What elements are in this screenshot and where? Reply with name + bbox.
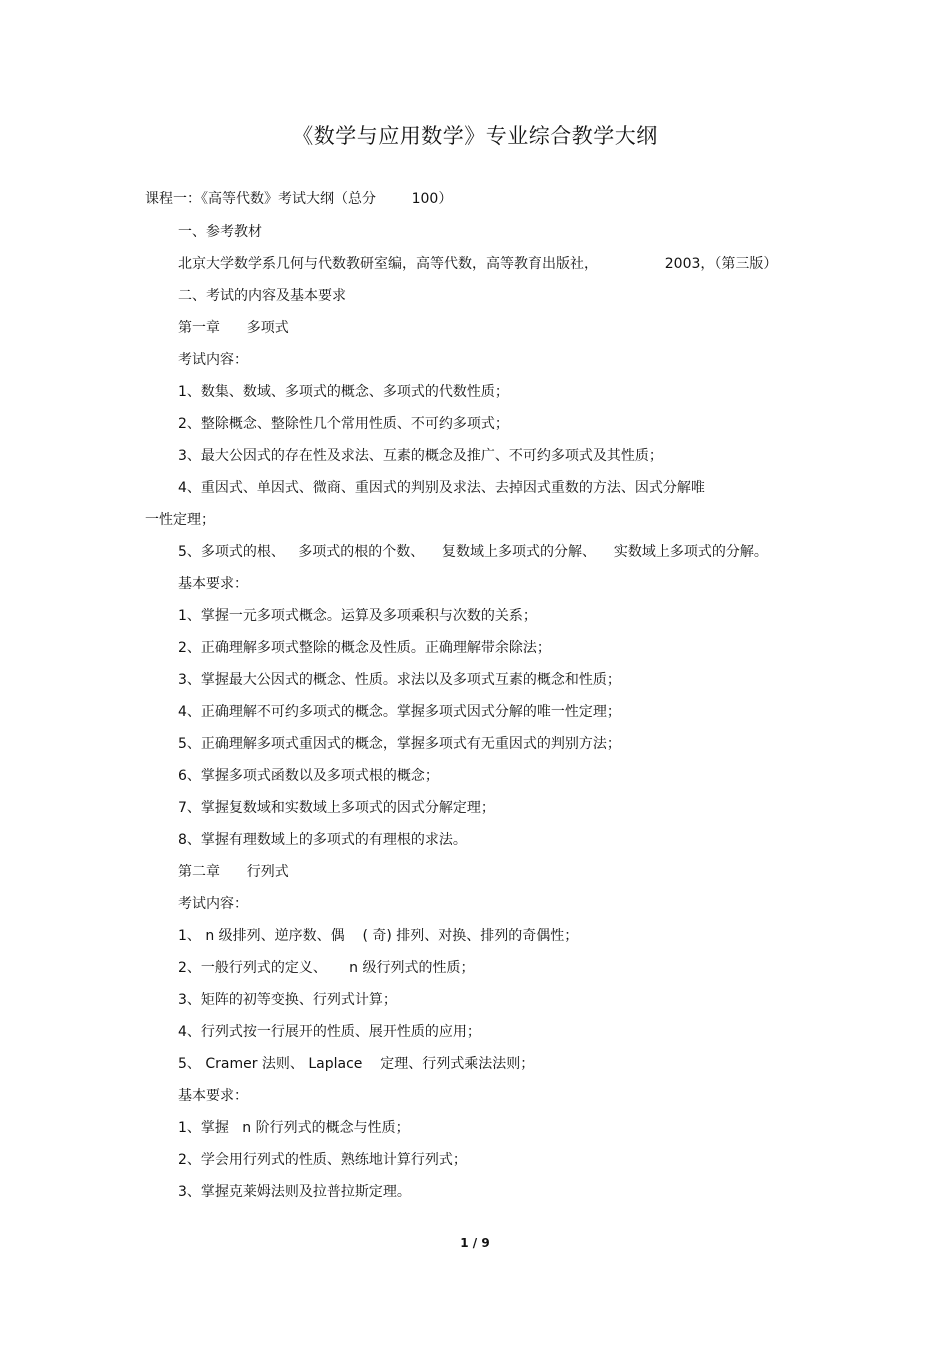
- list-item: 5、正确理解多项式重因式的概念，掌握多项式有无重因式的判别方法；: [178, 736, 621, 752]
- list-item: 4、正确理解不可约多项式的概念。掌握多项式因式分解的唯一性定理；: [178, 704, 621, 720]
- list-item: 5、 Cramer 法则、 Laplace 定理、行列式乘法法则；: [178, 1056, 535, 1072]
- list-item: 1、 n 级排列、逆序数、偶 ( 奇) 排列、对换、排列的奇偶性；: [178, 928, 579, 944]
- chapter-heading: 第二章 行列式: [178, 864, 289, 880]
- chapter-heading: 第一章 多项式: [178, 320, 289, 336]
- list-item-continued: 一性定理；: [145, 512, 215, 528]
- list-item: 2、学会用行列式的性质、熟练地计算行列式；: [178, 1152, 467, 1168]
- list-item: 8、掌握有理数域上的多项式的有理根的求法。: [178, 832, 467, 848]
- course-heading: 课程一：《高等代数》考试大纲（总分 100）: [145, 191, 453, 207]
- subsection-label: 考试内容：: [178, 896, 248, 912]
- document-title: 《数学与应用数学》专业综合教学大纲: [292, 124, 658, 148]
- subsection-label: 基本要求：: [178, 1088, 248, 1104]
- page-number: 1 / 9: [460, 1236, 490, 1250]
- list-item: 1、掌握一元多项式概念。运算及多项乘积与次数的关系；: [178, 608, 537, 624]
- list-item: 2、整除概念、整除性几个常用性质、不可约多项式；: [178, 416, 509, 432]
- list-item: 4、行列式按一行展开的性质、展开性质的应用；: [178, 1024, 481, 1040]
- list-item: 3、掌握最大公因式的概念、性质。求法以及多项式互素的概念和性质；: [178, 672, 621, 688]
- list-item: 7、掌握复数域和实数域上多项式的因式分解定理；: [178, 800, 495, 816]
- list-item: 1、数集、数域、多项式的概念、多项式的代数性质；: [178, 384, 509, 400]
- section-heading: 一、参考教材: [178, 224, 262, 240]
- subsection-label: 考试内容：: [178, 352, 248, 368]
- list-item: 3、最大公因式的存在性及求法、互素的概念及推广、不可约多项式及其性质；: [178, 448, 663, 464]
- list-item: 3、掌握克莱姆法则及拉普拉斯定理。: [178, 1184, 411, 1200]
- list-item: 2、一般行列式的定义、 n 级行列式的性质；: [178, 960, 475, 976]
- list-item: 5、多项式的根、 多项式的根的个数、 复数域上多项式的分解、 实数域上多项式的分解。: [178, 544, 768, 560]
- list-item: 2、正确理解多项式整除的概念及性质。正确理解带余除法；: [178, 640, 551, 656]
- list-item: 6、掌握多项式函数以及多项式根的概念；: [178, 768, 439, 784]
- list-item: 4、重因式、单因式、微商、重因式的判别及求法、去掉因式重数的方法、因式分解唯: [178, 480, 705, 496]
- reference-text: 北京大学数学系几何与代数教研室编，高等代数，高等教育出版社， 2003，（第三版）: [178, 256, 778, 272]
- list-item: 1、掌握 n 阶行列式的概念与性质；: [178, 1120, 410, 1136]
- list-item: 3、矩阵的初等变换、行列式计算；: [178, 992, 397, 1008]
- section-heading: 二、考试的内容及基本要求: [178, 288, 346, 304]
- subsection-label: 基本要求：: [178, 576, 248, 592]
